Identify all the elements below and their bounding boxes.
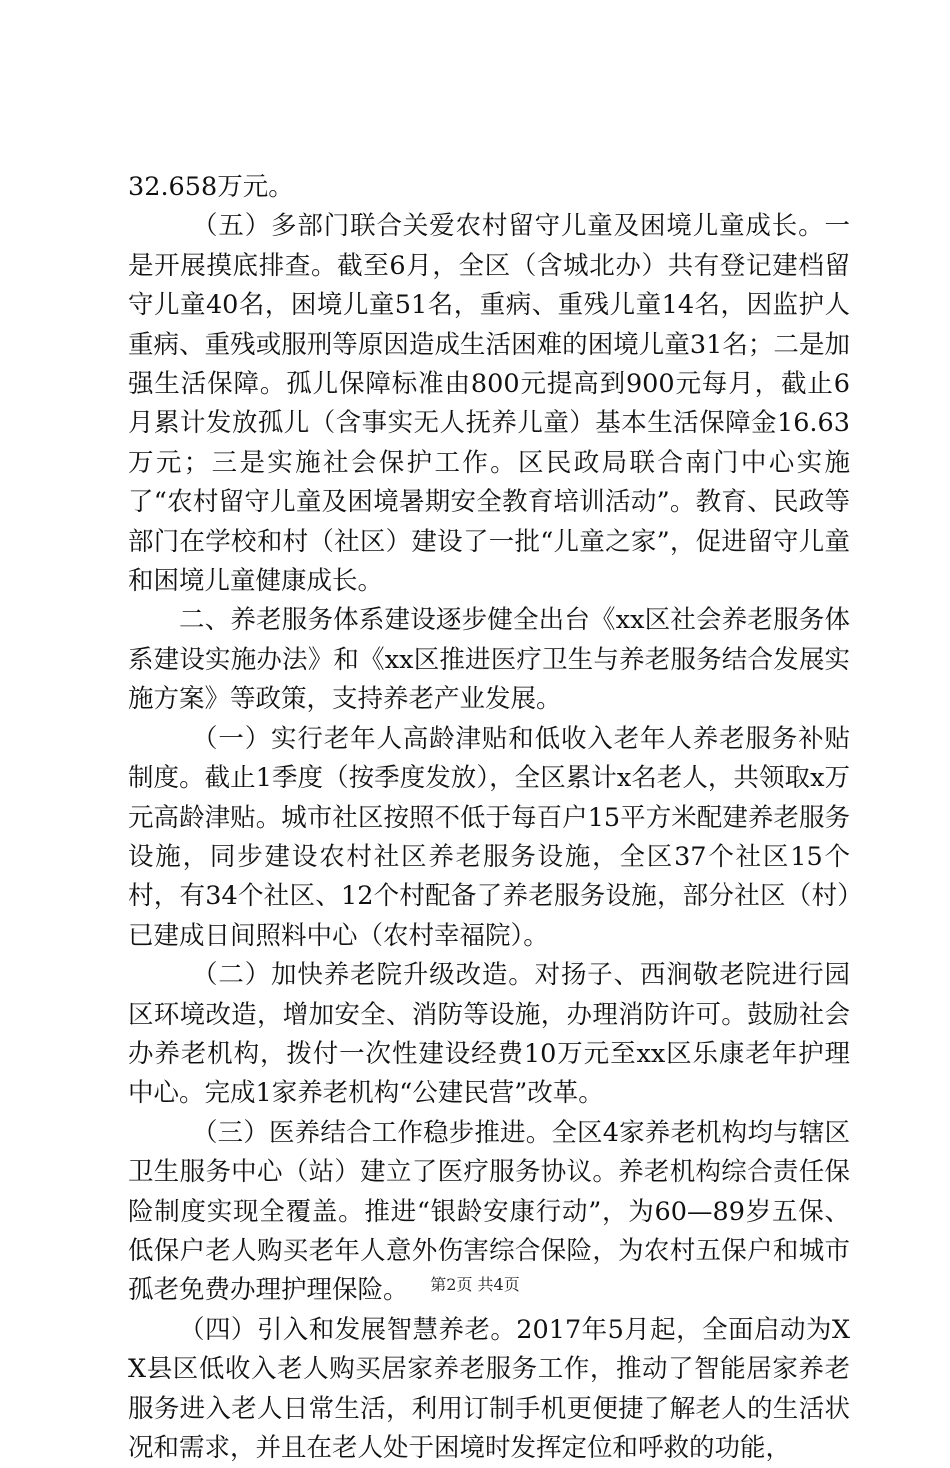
paragraph-continuation: 32.658万元。 xyxy=(128,172,294,202)
paragraph-subsection-2: （二）加快养老院升级改造。对扬子、西涧敬老院进行园区环境改造，增加安全、消防等设施，办理消防许可。鼓励社会办养老机构，拨付一次性建设经费10万元至xx区乐康老年护理中心。完成1家养老机构“公建民营”改革。 xyxy=(128,960,850,1109)
paragraph-subsection-3: （三）医养结合工作稳步推进。全区4家养老机构均与辖区卫生服务中心（站）建立了医疗服务协议。养老机构综合责任保险制度实现全覆盖。推进“银龄安康行动”，为60—89岁五保、低保户老人购买老年人意外伤害综合保险，为农村五保户和城市孤老免费办理护理保险。 xyxy=(128,1117,850,1306)
paragraph-heading-2: 二、养老服务体系建设逐步健全出台《xx区社会养老服务体系建设实施办法》和《xx区推进医疗卫生与养老服务结合发展实施方案》等政策，支持养老产业发展。 xyxy=(128,605,850,715)
page-number-footer: 第2页 共4页 xyxy=(430,1275,520,1294)
paragraph-section-5: （五）多部门联合关爱农村留守儿童及困境儿童成长。一是开展摸底排查。截至6月，全区（含城北办）共有登记建档留守儿童40名，困境儿童51名，重病、重残儿童14名，因监护人重病、重残或服刑等原因造成生活困难的困境儿童31名；二是加强生活保障。孤儿保障标准由800元提高到900元每月，截止6月累计发放孤儿（含事实无人抚养儿童）基本生活保障金16.63万元；三是实施社会保护工作。区民政局联合南门中心实施了“农村留守儿童及困境暑期安全教育培训活动”。教育、民政等部门在学校和村（社区）建设了一批“儿童之家”，促进留守儿童和困境儿童健康成长。 xyxy=(128,211,850,597)
paragraph-subsection-1: （一）实行老年人高龄津贴和低收入老年人养老服务补贴制度。截止1季度（按季度发放），全区累计x名老人，共领取x万元高龄津贴。城市社区按照不低于每百户15平方米配建养老服务设施，同步建设农村社区养老服务设施，全区37个社区15个村，有34个社区、12个村配备了养老服务设施，部分社区（村）已建成日间照料中心（农村幸福院）。 xyxy=(128,723,850,951)
paragraph-subsection-4: （四）引入和发展智慧养老。2017年5月起，全面启动为XX县区低收入老人购买居家养老服务工作，推动了智能居家养老服务进入老人日常生活，利用订制手机更便捷了解老人的生活状况和需求，并且在老人处于困境时发挥定位和呼救的功能， xyxy=(128,1314,850,1463)
